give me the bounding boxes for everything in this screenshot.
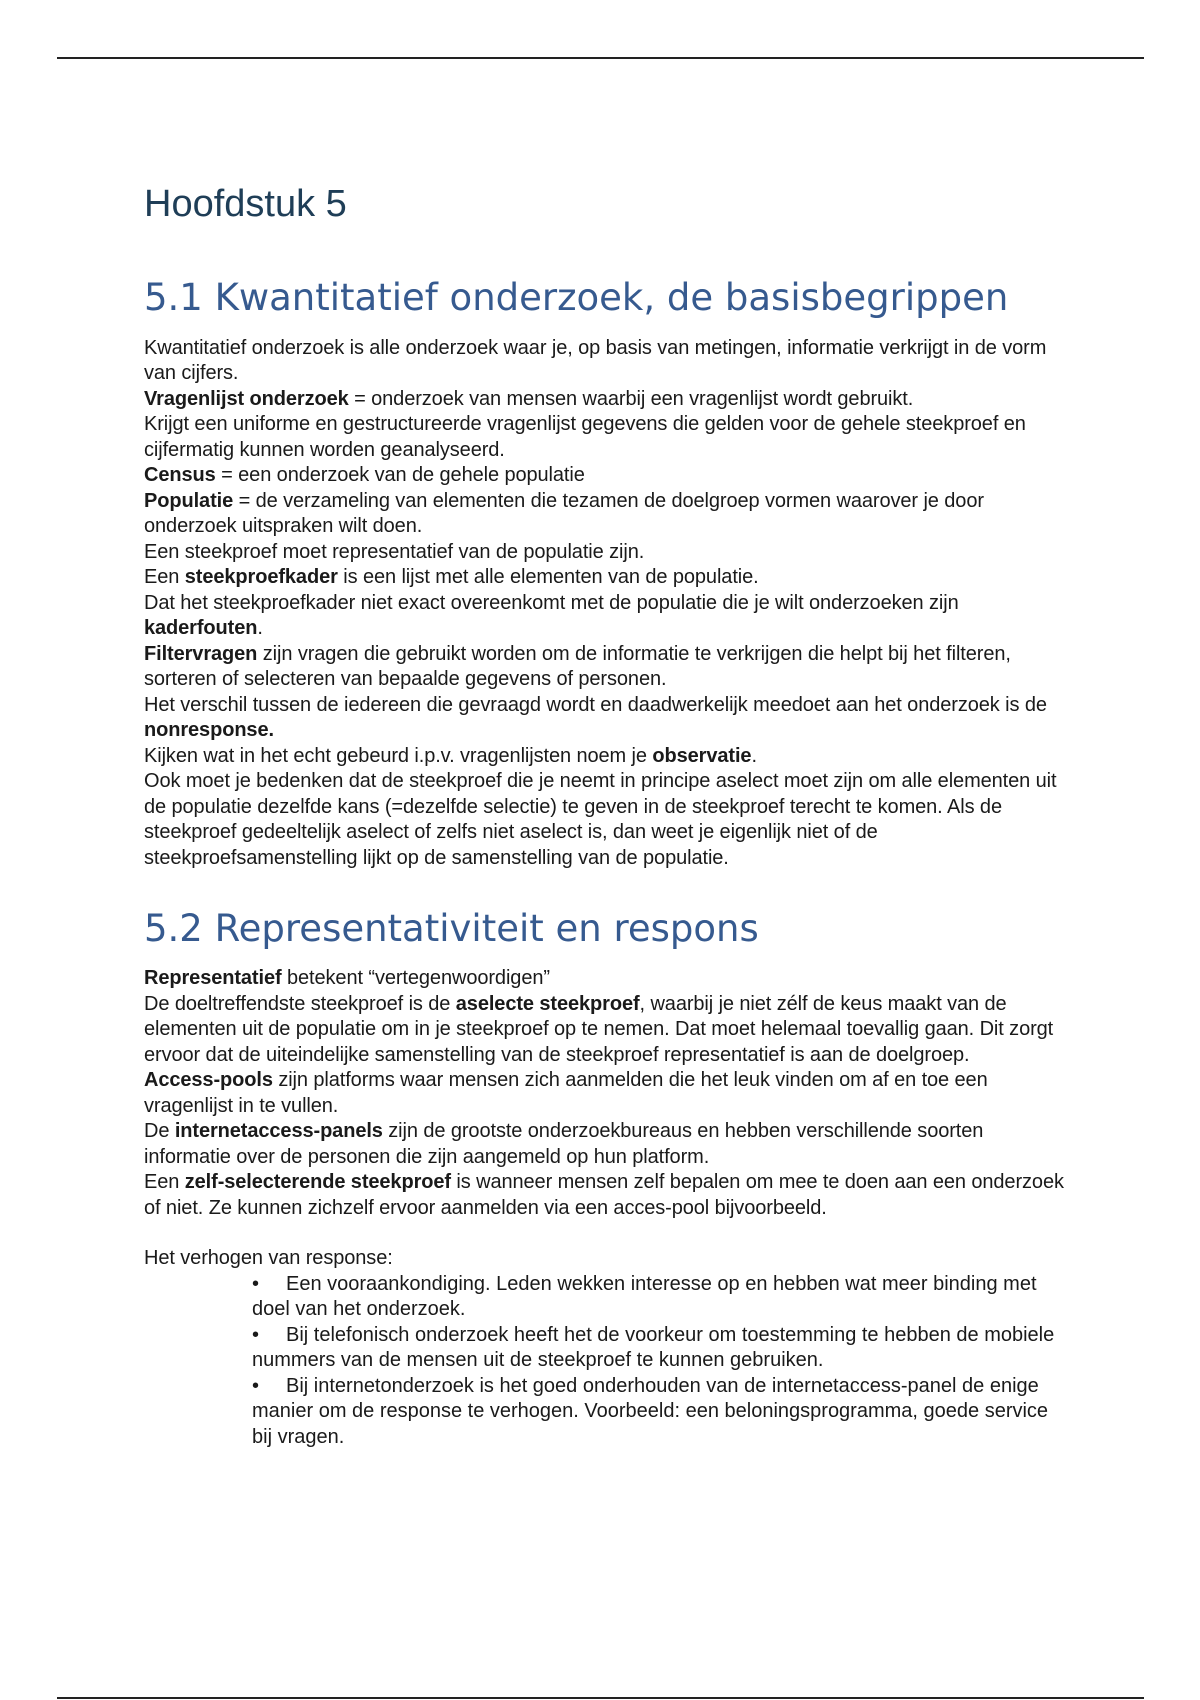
list-item: • Bij telefonisch onderzoek heeft het de voorkeur om toestemming te hebben de mobiele nummers van de mensen uit de steekproef te kunnen gebruiken. — [252, 1323, 1055, 1372]
bullet-icon: • — [252, 1374, 260, 1397]
list-item: • Bij internetonderzoek is het goed onderhouden van de internetaccess-panel de enige manier om de response te verhogen. Voorbeeld: een beloningsprogramma, goede service bij vragen. — [252, 1374, 1049, 1448]
response-bullet-list — [144, 1272, 1064, 1451]
definition-nonresponse: Het verschil tussen de iedereen die gevraagd wordt en daadwerkelijk meedoet aan het onderzoek is de nonresponse. — [144, 693, 1047, 742]
definition-populatie: Populatie = de verzameling van elementen die tezamen de doelgroep vormen waarover je door onderzoek uitspraken wilt doen. — [144, 489, 984, 538]
chapter-title: Hoofdstuk 5 — [144, 183, 347, 225]
definition-vragenlijst: Vragenlijst onderzoek = onderzoek van mensen waarbij een vragenlijst wordt gebruikt. — [144, 387, 914, 410]
definition-representatief: Representatief betekent “vertegenwoordigen” — [144, 967, 550, 990]
paragraph: Ook moet je bedenken dat de steekproef die je neemt in principe aselect moet zijn om alle elementen uit de populatie dezelfde kans (=dezelfde selectie) te geven in de steekproef terecht te komen. Als de steekproef gedeeltelijk aselect of zelfs niet aselect is, dan weet je eigenlijk niet of de steekproefsamenstelling lijkt op de samenstelling van de populatie. — [144, 770, 1057, 869]
definition-internetaccess-panels: De internetaccess-panels zijn de grootste onderzoekbureaus en hebben verschillende soorten informatie over de personen die zijn aangemeld op hun platform. — [144, 1120, 984, 1168]
definition-filtervragen: Filtervragen zijn vragen die gebruikt worden om de informatie te verkrijgen die helpt bij het filteren, sorteren of selecteren van bepaalde gegevens of personen. — [144, 642, 1011, 691]
list-item: • Een vooraankondiging. Leden wekken interesse op en hebben wat meer binding met doel van het onderzoek. — [252, 1272, 1037, 1321]
bottom-rule — [57, 1697, 1144, 1699]
document-body — [144, 170, 1064, 1450]
spacer — [144, 1221, 1064, 1246]
paragraph: Krijgt een uniforme en gestructureerde vragenlijst gegevens die gelden voor de gehele steekproef en cijfermatig kunnen worden geanalyseerd. — [144, 413, 1026, 461]
definition-aselecte-steekproef: De doeltreffendste steekproef is de aselecte steekproef, waarbij je niet zélf de keus maakt van de elementen uit de populatie om in je steekproef op te nemen. Dat moet helemaal toevallig gaan. Dit zorgt ervoor dat de uiteindelijke samenstelling van de steekproef representatief is aan de doelgroep. — [144, 992, 1054, 1066]
top-rule — [57, 57, 1144, 59]
section-1-title: 5.1 Kwantitatief onderzoek, de basisbegrippen — [144, 275, 1009, 319]
section-2-title: 5.2 Representativiteit en respons — [144, 907, 759, 951]
definition-access-pools: Access-pools zijn platforms waar mensen zich aanmelden die het leuk vinden om af en toe een vragenlijst in te vullen. — [144, 1069, 988, 1117]
response-intro: Het verhogen van response: — [144, 1247, 393, 1270]
definition-steekproefkader: Een steekproefkader is een lijst met alle elementen van de populatie. — [144, 566, 759, 589]
definition-census: Census = een onderzoek van de gehele populatie — [144, 464, 585, 487]
bullet-icon: • — [252, 1323, 260, 1346]
paragraph: Een steekproef moet representatief van de populatie zijn. — [144, 540, 645, 563]
definition-kaderfouten: Dat het steekproefkader niet exact overeenkomt met de populatie die je wilt onderzoeken zijn kaderfouten. — [144, 591, 959, 640]
definition-observatie: Kijken wat in het echt gebeurd i.p.v. vragenlijsten noem je observatie. — [144, 744, 757, 767]
definition-zelf-selecterende-steekproef: Een zelf-selecterende steekproef is wanneer mensen zelf bepalen om mee te doen aan een onderzoek of niet. Ze kunnen zichzelf ervoor aanmelden via een acces-pool bijvoorbeeld. — [144, 1171, 1064, 1219]
paragraph: Kwantitatief onderzoek is alle onderzoek waar je, op basis van metingen, informatie verkrijgt in de vorm van cijfers. — [144, 336, 1047, 385]
bullet-icon: • — [252, 1272, 260, 1295]
